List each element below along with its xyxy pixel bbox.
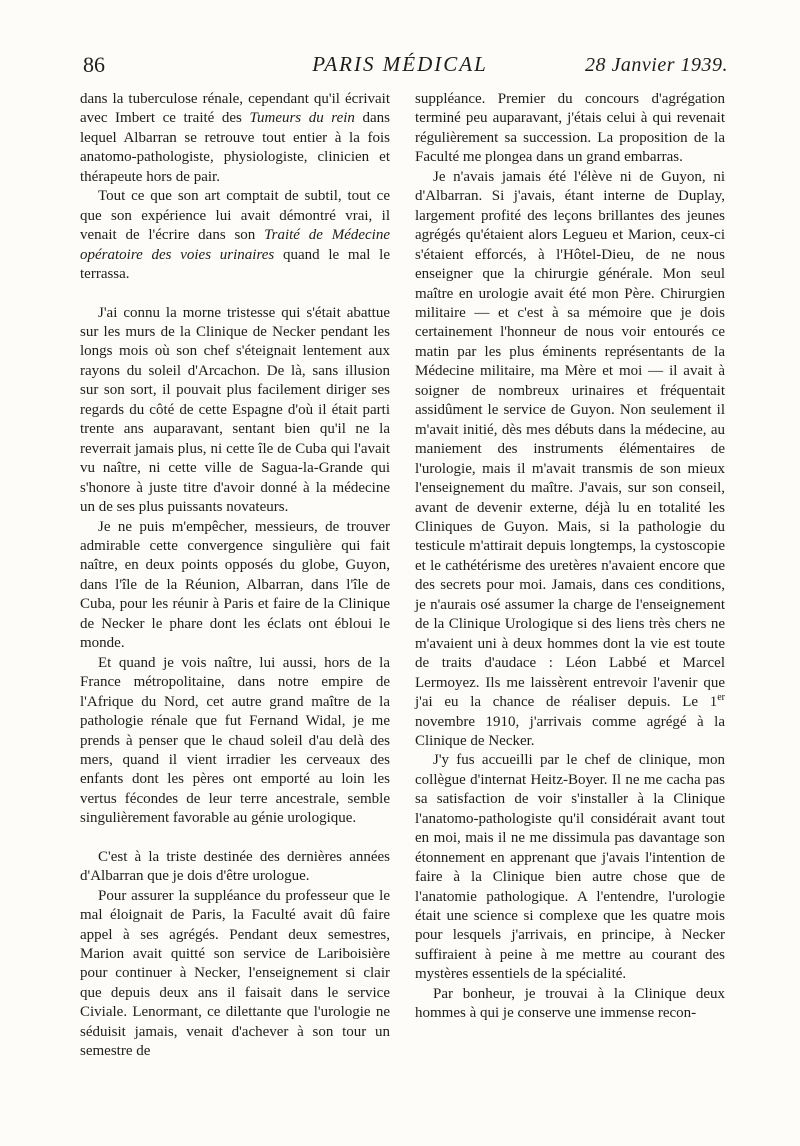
page-header — [0, 50, 800, 80]
text-run: dans lequel Albarran se retrouve tout entier à la fois anatomo-pathologiste, physiologiste, clinicien et thérapeute hors de pair. — [80, 110, 390, 185]
paragraph — [415, 985, 725, 1024]
paragraph — [415, 168, 725, 752]
right-column — [415, 90, 725, 1024]
text-run: quand le mal le terrassa. — [80, 246, 390, 283]
italic-title: Traité de Médecine opératoire des voies urinaires — [80, 227, 390, 263]
paragraph — [80, 90, 390, 187]
text-run: Tout ce que son art comptait de subtil, tout ce que son expérience lui avait démontré vrai, il venait de l'écrire dans son — [80, 188, 390, 244]
text-run: novembre 1910, j'arrivais comme agrégé à la Clinique de Necker. — [415, 713, 725, 749]
text-run: er — [717, 692, 725, 704]
text-run: Par bonheur, je trouvai à la Clinique deux hommes à qui je conserve une immense recon- — [415, 985, 725, 1022]
text-run: C'est à la triste destinée des dernières années d'Albarran que je dois d'être urologue. — [80, 848, 390, 885]
text-run: Je n'avais jamais été l'élève ni de Guyon, ni d'Albarran. Si j'avais, étant interne de Duplay, largement profité des leçons brillantes des jeunes agrégés qu'étaient alors Legueu et Marion, ceux-ci s'étaient efforcés, à l'Hôtel-Dieu, de ne nous enseigner que la chirurgie générale. Mon seul maître en urologie avait été mon Père. Chirurgien militaire — et c'est à sa mémoire que je dois certainement l'honneur de nous voir entourés ce matin par les plus éminents représentants de la Médecine militaire, ma Mère et moi — il avait à soigner de nombreux urinaires et fréquentait assidûment le service de Guyon. Non seulement il m'avait initié, dès mes débuts dans la médecine, au maniement des instruments élémentaires de l'urologie, mais il m'avait transmis de son mieux l'enseignement du maître. J'avais, sur son conseil, avant de devenir externe, déjà lu en totalité les Cliniques de Guyon. Mais, si la pathologie du testicule m'attirait depuis longtemps, la cystoscopie et le cathétérisme des uretères n'avaient encore que des secrets pour moi. Jamais, dans ces conditions, je n'aurais osé assumer la charge de l'enseignement de la Clinique Urologique si des liens très chers ne m'avaient uni à deux hommes dont la vie est toute de traits d'audace : Léon Labbé et Marcel Lermoyez. Ils me laissèrent entrevoir l'avenir que j'ai eu la chance de réaliser depuis. Le 1 — [415, 168, 725, 711]
italic-title: Tumeurs du rein — [249, 110, 355, 127]
page-number: 86 — [83, 52, 105, 77]
text-run: J'ai connu la morne tristesse qui s'était abattue sur les murs de la Clinique de Necker pendant les longs mois où son chef s'éteignait lentement aux rayons du soleil d'Arcachon. De là, sans illusion sur son sort, il pouvait plus facilement diriger ses regards du côté de cette Espagne d'où il était parti trente ans auparavant, sentant bien qu'il ne la reverrait jamais plus, ni cette île de Cuba qui l'avait vu naître, ni cette ville de Sagua-la-Grande qui s'honore à juste titre d'avoir donné à la médecine un de ses plus puissants novateurs. — [80, 304, 390, 516]
paragraph — [80, 848, 390, 887]
text-run: Pour assurer la suppléance du professeur que le mal éloignait de Paris, la Faculté avait dû faire appel à ses agrégés. Pendant deux semestres, Marion avait quitté son service de Lariboisière pour continuer à Necker, l'enseignement si clair que depuis deux ans il faisait dans le service Civiale. Lenormant, ce dilettante que l'urologie ne séduisit jamais, venait d'achever à son tour un semestre de — [80, 887, 390, 1060]
left-column — [80, 90, 390, 1062]
paragraph — [80, 304, 390, 518]
paragraph — [415, 751, 725, 984]
paragraph — [80, 887, 390, 1062]
text-run: Je ne puis m'empêcher, messieurs, de trouver admirable cette convergence singulière qui fait naître, en deux points opposés du globe, Guyon, dans l'île de la Réunion, Albarran, dans l'île de Cuba, pour les réunir à Paris et faire de la Clinique de Necker le phare dont les éclats ont ébloui le monde. — [80, 518, 390, 652]
paragraph — [80, 654, 390, 829]
paragraph — [80, 187, 390, 284]
journal-title: PARIS MÉDICAL — [312, 52, 488, 76]
text-run: suppléance. Premier du concours d'agrégation terminé peu auparavant, j'étais celui à qui revenait régulièrement sa succession. La proposition de la Faculté me plongea dans un grand embarras. — [415, 91, 725, 166]
text-run: J'y fus accueilli par le chef de clinique, mon collègue d'internat Heitz-Boyer. Il ne me cacha pas sa satisfaction de voir s'installer à la Clinique l'anatomo-pathologiste qu'il considérait avant tout en moi, mais il ne me dissimula pas davantage son étonnement en apprenant que j'avais l'intention de faire à la Clinique bien autre chose que de l'anatomie pathologique. A l'entendre, l'urologie était une science si complexe que les quatre mois pour lesquels j'arrivais, en principe, à Necker suffiraient à peine à me mettre au courant des mystères essentiels de la spécialité. — [415, 752, 725, 983]
paragraph — [415, 90, 725, 168]
text-run: Et quand je vois naître, lui aussi, hors de la France métropolitaine, dans notre empire de l'Afrique du Nord, cet autre grand maître de la pathologie rénale que fut Fernand Widal, je me prends à penser que le chaud soleil d'au delà des mers, quand il vient irradier les cerveaux des enfants dont les pères ont emporté au loin les vertus fécondes de leur terre ancestrale, semble singulièrement favorable au génie urologique. — [80, 654, 390, 827]
text-run: dans la tuberculose rénale, cependant qu'il écrivait avec Imbert ce traité des — [80, 91, 390, 127]
paragraph — [80, 518, 390, 654]
issue-date: 28 Janvier 1939. — [585, 54, 728, 76]
